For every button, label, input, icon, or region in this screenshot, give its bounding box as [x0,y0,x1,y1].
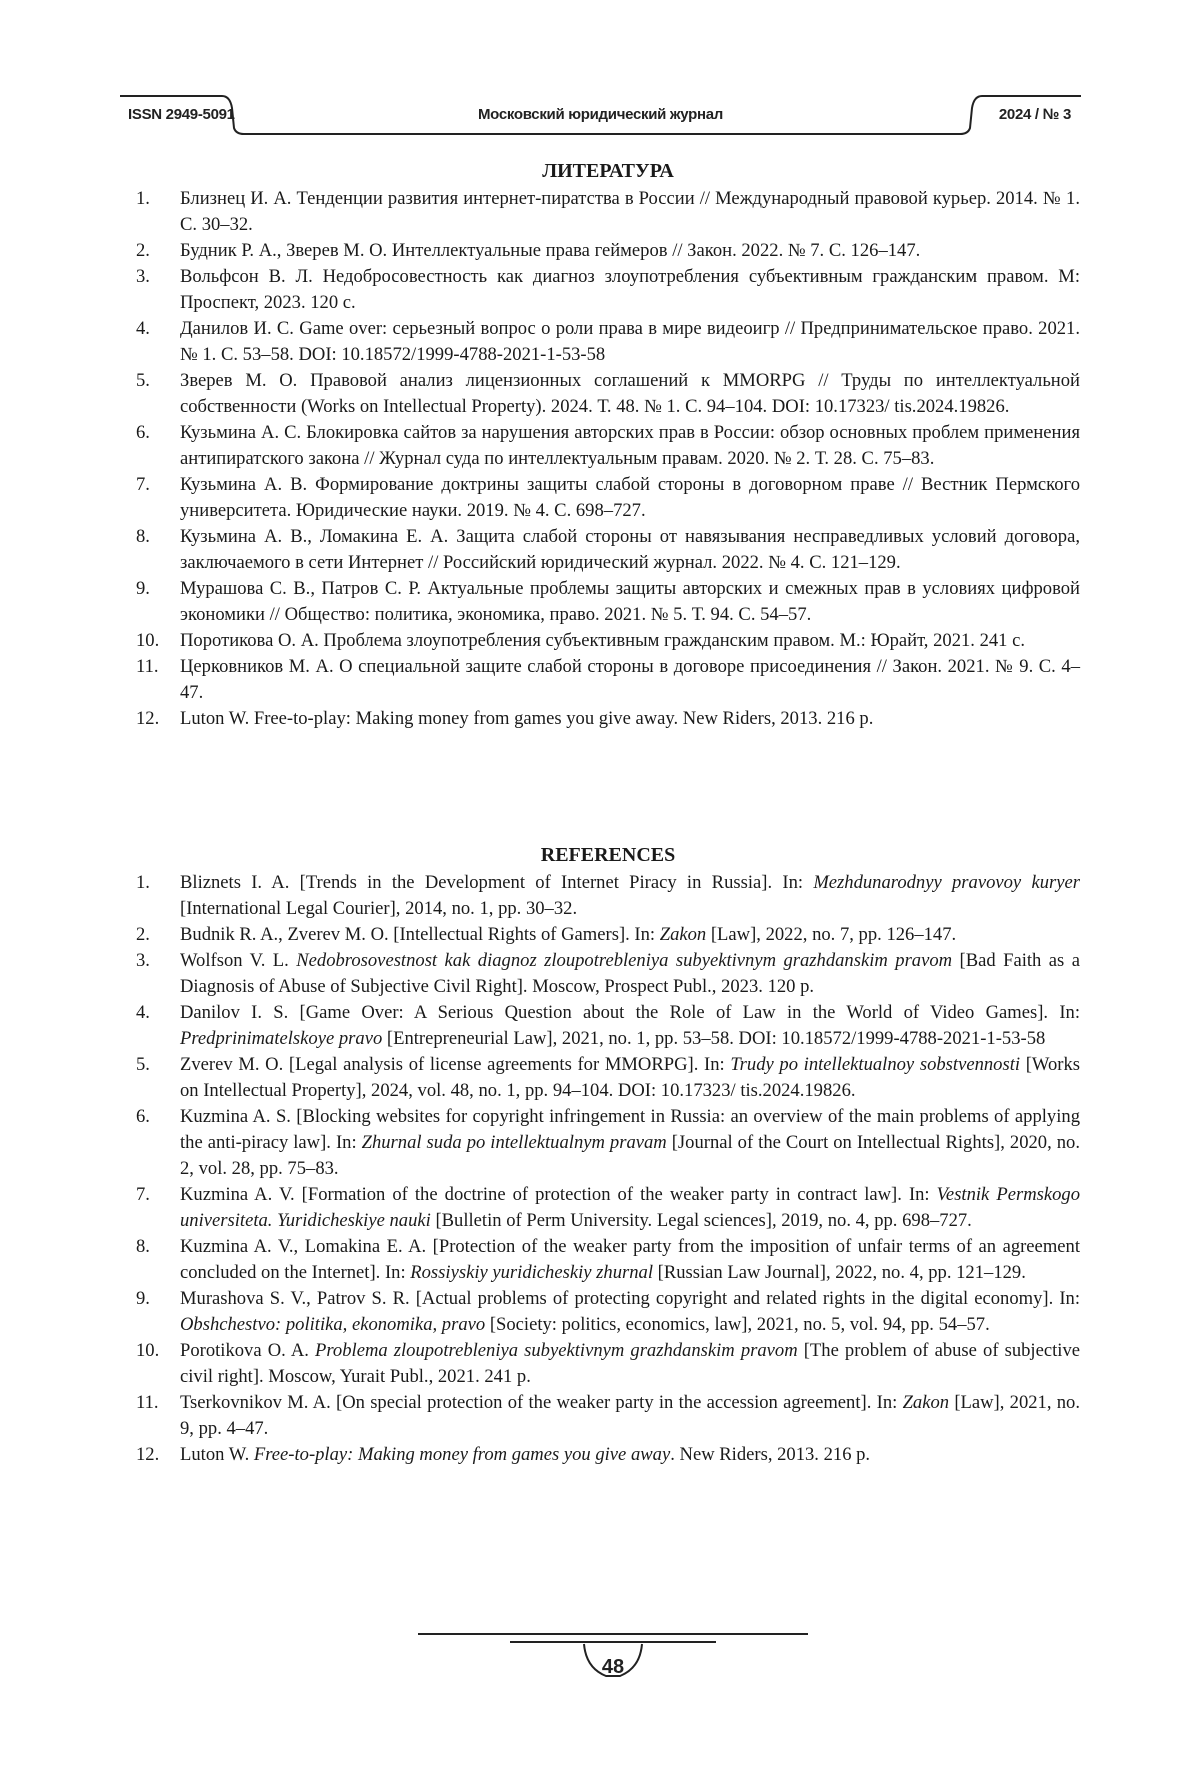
reference-item [136,948,1080,1000]
literature-item [136,706,1080,732]
item-text-italic: Mezhdunarodnyy pravovoy kuryer [813,872,1080,893]
literature-section [136,158,1080,732]
item-text: Церковников М. А. О специальной защите слабой стороны в договоре присоединения // Закон. 2021. № 9. С. 4–47. [180,656,1080,703]
item-text-italic: Zakon [902,1392,950,1413]
item-number: 5. [136,1054,150,1075]
references-list [136,870,1080,1468]
reference-item [136,1104,1080,1182]
item-text: [The problem of abuse of subjective civil right]. Moscow, Yurait Publ., 2021. 241 p. [180,1340,1080,1387]
item-number: 3. [136,266,150,287]
item-text: Kuzmina A. S. [Blocking websites for copyright infringement in Russia: an overview of the main problems of applying the anti-piracy law]. In: [180,1106,1080,1153]
item-text: [Law], 2021, no. 9, pp. 4–47. [180,1392,1080,1439]
item-number: 2. [136,240,150,261]
literature-item [136,472,1080,524]
page-footer [418,1632,808,1712]
item-text: Kuzmina A. V., Lomakina E. A. [Protection of the weaker party from the imposition of unfair terms of an agreement concluded on the Internet]. In: [180,1236,1080,1283]
item-text-italic: Zhurnal suda po intellektualnym pravam [361,1132,667,1153]
item-number: 10. [136,630,160,651]
reference-item [136,1338,1080,1390]
item-text: . New Riders, 2013. 216 p. [670,1444,871,1465]
item-number: 11. [136,1392,159,1413]
item-text-italic: Problema zloupotrebleniya subyektivnym grazhdanskim pravom [315,1340,798,1361]
literature-item [136,524,1080,576]
item-text: Мурашова С. В., Патров С. Р. Актуальные проблемы защиты авторских и смежных прав в условиях цифровой экономики // Общество: политика, экономика, право. 2021. № 5. Т. 94. С. 54–57. [180,578,1080,625]
item-text: Danilov I. S. [Game Over: A Serious Question about the Role of Law in the World of Video Games]. In: [180,1002,1080,1023]
item-text: Будник Р. А., Зверев М. О. Интеллектуальные права геймеров // Закон. 2022. № 7. С. 126–147. [180,240,921,261]
literature-item [136,316,1080,368]
item-number: 9. [136,578,150,599]
item-text: Поротикова О. А. Проблема злоупотребления субъективным гражданским правом. М.: Юрайт, 2021. 241 с. [180,630,1026,651]
literature-item [136,368,1080,420]
item-number: 7. [136,474,150,495]
references-section [136,842,1080,1468]
item-text: Kuzmina A. V. [Formation of the doctrine of protection of the weaker party in contract law]. In: [180,1184,937,1205]
item-text-italic: Vestnik Permskogo universiteta. Yuridicheskiye nauki [180,1184,1080,1231]
literature-title: ЛИТЕРАТУРА [542,160,674,182]
item-number: 4. [136,1002,150,1023]
item-number: 3. [136,950,150,971]
reference-item [136,1182,1080,1234]
item-number: 2. [136,924,150,945]
literature-item [136,654,1080,706]
item-text: Кузьмина А. С. Блокировка сайтов за нарушения авторских прав в России: обзор основных проблем применения антипиратского закона // Журнал суда по интеллектуальным правам. 2020. № 2. Т. 28. С. 75–83. [180,422,1080,469]
item-text-italic: Predprinimatelskoye pravo [180,1028,383,1049]
item-number: 12. [136,708,160,729]
reference-item [136,1286,1080,1338]
item-number: 7. [136,1184,150,1205]
item-text: [Law], 2022, no. 7, pp. 126–147. [706,924,957,945]
item-text: Tserkovnikov M. A. [On special protection of the weaker party in the accession agreement]. In: [180,1392,903,1413]
item-number: 8. [136,1236,150,1257]
item-number: 5. [136,370,150,391]
reference-item [136,1052,1080,1104]
reference-item [136,1234,1080,1286]
literature-item [136,186,1080,238]
item-text-italic: Trudy po intellektualnoy sobstvennosti [730,1054,1021,1075]
item-text: Зверев М. О. Правовой анализ лицензионных соглашений к MMORPG // Труды по интеллектуальной собственности (Works on Intellectual Property). 2024. Т. 48. № 1. С. 94–104. DOI: 10.17323/ tis.2024.19826. [180,370,1080,417]
item-text: Wolfson V. L. [180,950,297,971]
page-header [120,88,1081,140]
item-text: Murashova S. V., Patrov S. R. [Actual problems of protecting copyright and related rights in the digital economy]. In: [180,1288,1080,1309]
item-number: 1. [136,872,150,893]
item-text-italic: Nedobrosovestnost kak diagnoz zloupotrebleniya subyektivnym grazhdanskim pravom [296,950,953,971]
item-text: Luton W. [180,1444,254,1465]
item-text: [Society: politics, economics, law], 2021, no. 5, vol. 94, pp. 54–57. [485,1314,990,1335]
item-text: Кузьмина А. В. Формирование доктрины защиты слабой стороны в договорном праве // Вестник Пермского университета. Юридические науки. 2019. № 4. С. 698–727. [180,474,1080,521]
reference-item [136,1000,1080,1052]
header-issn: ISSN 2949-5091 [128,106,235,123]
literature-list [136,186,1080,732]
item-text: [Russian Law Journal], 2022, no. 4, pp. 121–129. [652,1262,1026,1283]
item-text: [International Legal Courier], 2014, no. 1, pp. 30–32. [180,898,578,919]
literature-item [136,238,1080,264]
item-text-italic: Rossiyskiy yuridicheskiy zhurnal [410,1262,653,1283]
item-text: Zverev M. O. [Legal analysis of license agreements for MMORPG]. In: [180,1054,731,1075]
item-text: Budnik R. A., Zverev M. O. [Intellectual Rights of Gamers]. In: [180,924,660,945]
item-text-italic: Zakon [659,924,707,945]
reference-item [136,1390,1080,1442]
item-text-italic: Obshchestvo: politika, ekonomika, pravo [180,1314,486,1335]
item-number: 10. [136,1340,160,1361]
literature-item [136,576,1080,628]
literature-item [136,420,1080,472]
literature-item [136,628,1080,654]
header-issue: 2024 / № 3 [998,106,1071,123]
item-number: 11. [136,656,159,677]
item-text-italic: Free-to-play: Making money from games you give away [253,1444,671,1465]
item-text: Porotikova O. A. [180,1340,316,1361]
item-text: Близнец И. А. Тенденции развития интернет-пиратства в России // Международный правовой курьер. 2014. № 1. С. 30–32. [180,188,1080,235]
reference-item [136,922,1080,948]
item-text: Luton W. Free-to-play: Making money from games you give away. New Riders, 2013. 216 p. [180,708,874,729]
item-text: Данилов И. С. Game over: серьезный вопрос о роли права в мире видеоигр // Предпринимательское право. 2021. № 1. С. 53–58. DOI: 10.18572/1999-4788-2021-1-53-58 [180,318,1080,365]
item-number: 6. [136,1106,150,1127]
item-text: [Journal of the Court on Intellectual Rights], 2020, no. 2, vol. 28, pp. 75–83. [180,1132,1080,1179]
item-text: [Works on Intellectual Property], 2024, vol. 48, no. 1, pp. 94–104. DOI: 10.17323/ tis.2024.19826. [180,1054,1080,1101]
item-text: Вольфсон В. Л. Недобросовестность как диагноз злоупотребления субъективным гражданским правом. М: Проспект, 2023. 120 с. [180,266,1080,313]
item-text: [Bulletin of Perm University. Legal sciences], 2019, no. 4, pp. 698–727. [430,1210,972,1231]
item-number: 9. [136,1288,150,1309]
reference-item [136,870,1080,922]
page-number: 48 [601,1656,625,1678]
item-text: [Entrepreneurial Law], 2021, no. 1, pp. 53–58. DOI: 10.18572/1999-4788-2021-1-53-58 [382,1028,1046,1049]
item-number: 6. [136,422,150,443]
literature-item [136,264,1080,316]
item-number: 8. [136,526,150,547]
item-text: Bliznets I. A. [Trends in the Development of Internet Piracy in Russia]. In: [180,872,814,893]
item-number: 12. [136,1444,160,1465]
header-journal-title: Московский юридический журнал [477,106,723,123]
item-number: 4. [136,318,150,339]
item-text: Кузьмина А. В., Ломакина Е. А. Защита слабой стороны от навязывания несправедливых условий договора, заключаемого в сети Интернет // Российский юридический журнал. 2022. № 4. С. 121–129. [180,526,1080,573]
item-text: [Bad Faith as a Diagnosis of Abuse of Subjective Civil Right]. Moscow, Prospect Publ., 2023. 120 p. [180,950,1081,997]
reference-item [136,1442,1080,1468]
references-title: REFERENCES [540,844,676,866]
item-number: 1. [136,188,150,209]
